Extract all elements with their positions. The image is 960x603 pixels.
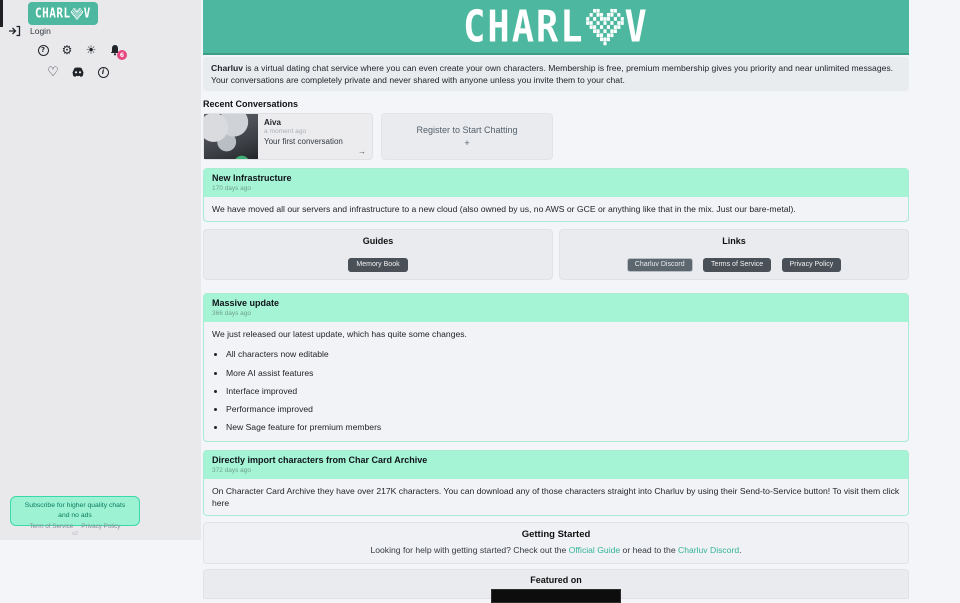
notifications-bell-icon[interactable]: [108, 43, 125, 59]
info-icon[interactable]: i: [96, 65, 110, 79]
sidebar-footer-links: [0, 523, 150, 530]
register-button[interactable]: [381, 113, 553, 160]
getting-started-title: Getting Started: [521, 528, 591, 540]
news-card-massive-update: [203, 293, 909, 441]
conversation-preview: Your first conversation: [264, 137, 343, 147]
sidebar-icon-row-1: [36, 43, 125, 59]
bullet-item: • All characters now editable: [226, 348, 900, 360]
discord-glyph: [71, 67, 85, 78]
news-header: [204, 451, 908, 479]
featured-badge-image[interactable]: [491, 589, 621, 603]
memory-book-button[interactable]: Memory Book: [348, 258, 407, 272]
pixel-heart-icon: [71, 8, 83, 20]
news-card-char-card-archive: [203, 450, 909, 516]
news-title: Massive update: [212, 298, 280, 309]
intro-brand-word: Charluv: [211, 63, 243, 73]
conversation-timestamp: a moment ago: [264, 128, 307, 136]
help-icon[interactable]: ?: [36, 43, 50, 57]
hero-banner: [203, 0, 909, 55]
bullet-item: • New Sage feature for premium members: [226, 421, 900, 433]
window-edge-strip: [0, 0, 3, 27]
news-body: We have moved all our servers and infrastructure to a new cloud (also owned by us, no AWS or GCE or anything like that in the mix. Just our bare-metal).: [212, 204, 796, 215]
pixel-heart-icon: [586, 8, 624, 46]
bullet-item: • Performance improved: [226, 403, 900, 415]
bullet-item: • Interface improved: [226, 385, 900, 397]
featured-on-title: Featured on: [530, 574, 582, 585]
terms-of-service-button[interactable]: Terms of Service: [703, 258, 771, 272]
news-title: Directly import characters from Char Card Archive: [212, 454, 428, 465]
news-date: 366 days ago: [212, 310, 252, 318]
news-date: 170 days ago: [212, 185, 252, 193]
intro-description: [203, 57, 909, 91]
charluv-discord-button[interactable]: Charluv Discord: [627, 258, 693, 272]
bullet-item: • More AI assist features: [226, 367, 900, 379]
plus-icon: +: [464, 138, 470, 149]
charluv-logo-small: CHARL V: [35, 5, 91, 22]
links-title: Links: [722, 236, 746, 247]
recent-conversations-heading: Recent Conversations: [203, 99, 299, 110]
conversation-name: Aiva: [264, 118, 281, 128]
discord-icon[interactable]: [71, 65, 85, 79]
register-label: Register to Start Chatting: [416, 125, 518, 136]
panels-row: [203, 229, 909, 280]
subscribe-line2: and no ads: [58, 512, 92, 520]
featured-on-card: [203, 569, 909, 599]
login-button[interactable]: [8, 25, 51, 37]
update-bullet-list: [226, 348, 900, 432]
news-card-infrastructure: [203, 168, 909, 222]
donate-heart-icon[interactable]: ♡: [47, 64, 59, 80]
subscribe-line1: Subscribe for higher quality chats: [24, 502, 126, 509]
conversations-row: [203, 113, 909, 160]
links-panel: [559, 229, 909, 280]
version-label: v2: [72, 531, 78, 537]
login-label: Login: [30, 26, 51, 36]
news-body: On Character Card Archive they have over 217K characters. You can download any of those characters straight into Charluv by using their Send-to-Service button! To visit them click here: [212, 485, 900, 508]
news-date: 372 days ago: [212, 466, 252, 474]
sign-in-icon: [8, 25, 21, 37]
guides-panel: [203, 229, 553, 280]
charluv-logo-large: CHARL V: [463, 1, 649, 52]
official-guide-link[interactable]: Official Guide: [568, 544, 621, 555]
news-body: [204, 322, 908, 440]
news-paragraph: We just released our latest update, which has quite some changes.: [212, 329, 467, 340]
text-segment: .: [739, 544, 742, 555]
conversation-card-aiva[interactable]: [203, 113, 373, 160]
main-content: [203, 0, 909, 599]
sidebar-icon-row-2: [46, 65, 110, 79]
arrow-right-icon: →: [358, 147, 366, 157]
theme-sun-icon[interactable]: ☀: [85, 43, 97, 57]
guides-title: Guides: [362, 236, 394, 247]
notification-count-badge: 6: [117, 50, 127, 60]
news-header: [204, 169, 908, 197]
privacy-policy-button[interactable]: Privacy Policy: [782, 258, 842, 272]
aiva-avatar: [204, 114, 258, 159]
conversation-info: [258, 114, 372, 159]
text-segment: or head to the: [620, 544, 678, 555]
sidebar: [0, 0, 201, 540]
sidebar-logo[interactable]: [28, 2, 98, 25]
privacy-policy-link[interactable]: Privacy Policy: [81, 523, 121, 530]
news-header: [204, 294, 908, 322]
settings-gear-icon[interactable]: ⚙: [61, 43, 73, 57]
intro-text: is a virtual dating chat service where you can even create your own characters. Membership is free, premium membership gives you priority and near unlimited messages. Your conversations are completely private and never shared with anyone unless you invite them to your chat.: [211, 63, 894, 86]
getting-started-text: [212, 545, 900, 555]
terms-of-service-link[interactable]: Term of Service: [29, 523, 74, 530]
getting-started-card: [203, 522, 909, 564]
news-title: New Infrastructure: [212, 173, 292, 184]
text-segment: Looking for help with getting started? Check out the: [370, 544, 569, 555]
charluv-discord-link[interactable]: Charluv Discord: [677, 544, 740, 555]
subscribe-button[interactable]: [10, 496, 140, 526]
